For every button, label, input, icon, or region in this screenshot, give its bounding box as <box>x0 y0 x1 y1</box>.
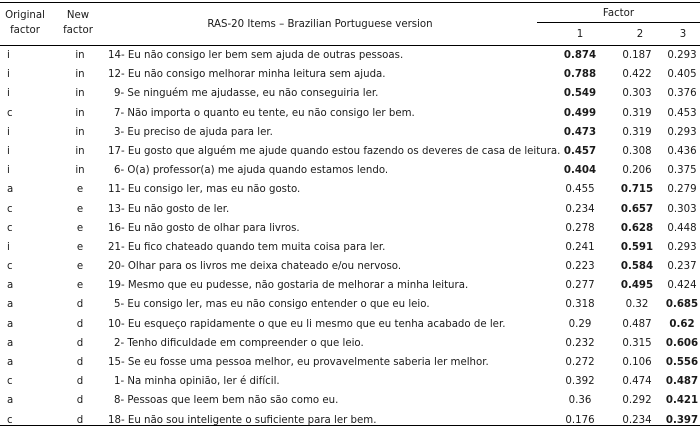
factor-1-cell: 0.278 <box>565 222 595 234</box>
item-text-cell: 20- Olhar para os livros me deixa chateado e/ou nervoso. <box>108 261 402 273</box>
factor-3-cell: 0.397 <box>665 414 699 426</box>
factor-1-cell: 0.277 <box>565 280 595 292</box>
item-text-cell: 15- Se eu fosse uma pessoa melhor, eu provavelmente saberia ler melhor. <box>108 357 489 368</box>
new-factor-cell: d <box>76 299 84 311</box>
factor-2-cell: 0.234 <box>622 414 652 426</box>
new-factor-cell: e <box>76 241 84 253</box>
factor-3-cell: 0.421 <box>665 395 699 407</box>
factor-2-cell: 0.422 <box>622 69 652 81</box>
new-factor-cell: in <box>75 165 85 177</box>
header-factor: Factor <box>602 8 635 19</box>
factor-1-cell: 0.29 <box>568 318 592 330</box>
new-factor-cell: e <box>76 280 84 292</box>
original-factor-cell: a <box>7 280 14 292</box>
item-text-cell: 16- Eu não gosto de olhar para livros. <box>108 222 300 234</box>
header-original-factor: Original factor <box>5 10 45 36</box>
original-factor-cell: i <box>7 88 10 100</box>
factor-1-cell: 0.241 <box>565 241 595 253</box>
original-factor-cell: a <box>7 184 14 196</box>
factor-3-cell: 0.448 <box>667 222 697 234</box>
header-factor-3: 3 <box>679 29 687 40</box>
original-factor-cell: i <box>7 241 10 253</box>
new-factor-cell: in <box>75 69 85 81</box>
factor-1-cell: 0.499 <box>563 107 597 119</box>
item-text-cell: 9- Se ninguém me ajudasse, eu não conseguiria ler. <box>114 88 379 100</box>
original-factor-cell: i <box>7 165 10 177</box>
top-rule <box>0 2 700 3</box>
new-factor-cell: in <box>75 126 85 138</box>
new-factor-cell: e <box>76 261 84 273</box>
item-text-cell: 7- Não importa o quanto eu tente, eu não consigo ler bem. <box>114 107 415 119</box>
table-row <box>0 123 700 142</box>
table-row <box>0 104 700 123</box>
factor-3-cell: 0.237 <box>667 261 697 273</box>
factor-2-cell: 0.206 <box>622 165 652 177</box>
item-text-cell: 17- Eu gosto que alguém me ajude quando estou fazendo os deveres de casa de leitura. <box>108 145 561 157</box>
factor-2-cell: 0.292 <box>622 395 652 407</box>
original-factor-cell: c <box>7 261 13 273</box>
new-factor-cell: e <box>76 222 84 234</box>
factor-3-cell: 0.606 <box>665 337 699 349</box>
new-factor-cell: d <box>76 357 84 368</box>
factor-3-cell: 0.293 <box>667 241 697 253</box>
table-row <box>0 200 700 219</box>
factor-3-cell: 0.375 <box>667 165 697 177</box>
header-factor-1: 1 <box>576 29 584 40</box>
table-row <box>0 353 700 372</box>
factor-2-cell: 0.106 <box>622 357 652 368</box>
factor-1-cell: 0.404 <box>563 165 597 177</box>
factor-2-cell: 0.584 <box>620 261 654 273</box>
item-text-cell: 10- Eu esqueço rapidamente o que eu li mesmo que eu tenha acabado de ler. <box>108 318 506 330</box>
factor-2-cell: 0.303 <box>622 88 652 100</box>
original-factor-cell: i <box>7 126 10 138</box>
item-text-cell: 12- Eu não consigo melhorar minha leitura sem ajuda. <box>108 69 386 81</box>
table-row <box>0 315 700 334</box>
new-factor-cell: d <box>76 337 84 349</box>
factor-3-cell: 0.303 <box>667 203 697 215</box>
table-row <box>0 372 700 391</box>
item-text-cell: 3- Eu preciso de ajuda para ler. <box>114 126 273 138</box>
factor-2-cell: 0.187 <box>622 50 652 61</box>
factor-3-cell: 0.405 <box>667 69 697 81</box>
item-text-cell: 6- O(a) professor(a) me ajuda quando estamos lendo. <box>114 165 389 177</box>
original-factor-cell: c <box>7 222 13 234</box>
factor-3-cell: 0.453 <box>667 107 697 119</box>
table-row <box>0 334 700 353</box>
factor-2-cell: 0.657 <box>620 203 654 215</box>
table-row <box>0 257 700 276</box>
item-text-cell: 5- Eu consigo ler, mas eu não consigo entender o que eu leio. <box>114 299 430 311</box>
item-text-cell: 21- Eu fico chateado quando tem muita coisa para ler. <box>108 241 386 253</box>
table-row <box>0 295 700 314</box>
new-factor-cell: d <box>76 376 84 388</box>
factor-1-cell: 0.176 <box>565 414 595 426</box>
factor-3-cell: 0.436 <box>667 145 697 157</box>
factor-1-cell: 0.455 <box>565 184 595 196</box>
table-body <box>0 46 700 430</box>
factor-2-cell: 0.32 <box>625 299 649 311</box>
table-row <box>0 180 700 199</box>
original-factor-cell: c <box>7 414 13 426</box>
original-factor-cell: a <box>7 357 14 368</box>
factor-2-cell: 0.474 <box>622 376 652 388</box>
item-text-cell: 13- Eu não gosto de ler. <box>108 203 230 215</box>
factor-1-cell: 0.874 <box>563 50 597 61</box>
new-factor-cell: in <box>75 145 85 157</box>
original-factor-cell: a <box>7 395 14 407</box>
factor-3-cell: 0.487 <box>665 376 699 388</box>
original-factor-cell: a <box>7 337 14 349</box>
factor-2-cell: 0.591 <box>620 241 654 253</box>
factor-3-cell: 0.424 <box>667 280 697 292</box>
factor-1-cell: 0.392 <box>565 376 595 388</box>
factor-3-cell: 0.556 <box>665 357 699 368</box>
factor-1-cell: 0.457 <box>563 145 597 157</box>
new-factor-cell: e <box>76 184 84 196</box>
factor-3-cell: 0.279 <box>667 184 697 196</box>
table-row <box>0 276 700 295</box>
new-factor-cell: d <box>76 395 84 407</box>
new-factor-cell: in <box>75 107 85 119</box>
original-factor-cell: i <box>7 69 10 81</box>
item-text-cell: 19- Mesmo que eu pudesse, não gostaria de melhorar a minha leitura. <box>108 280 469 292</box>
factor-2-cell: 0.628 <box>620 222 654 234</box>
original-factor-cell: c <box>7 376 13 388</box>
table-row <box>0 238 700 257</box>
table-row <box>0 391 700 410</box>
factor-3-cell: 0.62 <box>669 318 695 330</box>
table-row <box>0 84 700 103</box>
factor-1-cell: 0.234 <box>565 203 595 215</box>
factor-rule <box>537 22 700 23</box>
item-text-cell: 8- Pessoas que leem bem não são como eu. <box>114 395 339 407</box>
new-factor-cell: in <box>75 50 85 61</box>
original-factor-cell: c <box>7 203 13 215</box>
factor-2-cell: 0.319 <box>622 107 652 119</box>
table-row <box>0 411 700 430</box>
factor-1-cell: 0.272 <box>565 357 595 368</box>
item-text-cell: 1- Na minha opinião, ler é difícil. <box>114 376 280 388</box>
factor-1-cell: 0.36 <box>568 395 592 407</box>
new-factor-cell: in <box>75 88 85 100</box>
original-factor-cell: i <box>7 50 10 61</box>
factor-3-cell: 0.685 <box>665 299 699 311</box>
table-row <box>0 142 700 161</box>
factor-1-cell: 0.549 <box>563 88 597 100</box>
factor-3-cell: 0.376 <box>667 88 697 100</box>
table-row <box>0 46 700 65</box>
factor-1-cell: 0.232 <box>565 337 595 349</box>
factor-2-cell: 0.715 <box>620 184 654 196</box>
item-text-cell: 2- Tenho dificuldade em compreender o que leio. <box>114 337 364 349</box>
factor-2-cell: 0.319 <box>622 126 652 138</box>
new-factor-cell: d <box>76 414 84 426</box>
new-factor-cell: e <box>76 203 84 215</box>
item-text-cell: 11- Eu consigo ler, mas eu não gosto. <box>108 184 301 196</box>
factor-1-cell: 0.318 <box>565 299 595 311</box>
original-factor-cell: a <box>7 318 14 330</box>
factor-3-cell: 0.293 <box>667 126 697 138</box>
table-row <box>0 65 700 84</box>
factor-2-cell: 0.315 <box>622 337 652 349</box>
factor-2-cell: 0.487 <box>622 318 652 330</box>
factor-1-cell: 0.788 <box>563 69 597 81</box>
original-factor-cell: a <box>7 299 14 311</box>
new-factor-cell: d <box>76 318 84 330</box>
table-row <box>0 219 700 238</box>
original-factor-cell: c <box>7 107 13 119</box>
factor-2-cell: 0.495 <box>620 280 654 292</box>
factor-3-cell: 0.293 <box>667 50 697 61</box>
factor-1-cell: 0.223 <box>565 261 595 273</box>
factor-2-cell: 0.308 <box>622 145 652 157</box>
factor-1-cell: 0.473 <box>563 126 597 138</box>
item-text-cell: 14- Eu não consigo ler bem sem ajuda de outras pessoas. <box>108 50 404 61</box>
header-factor-2: 2 <box>636 29 644 40</box>
original-factor-cell: i <box>7 145 10 157</box>
header-new-factor: New factor <box>63 10 93 36</box>
header-items: RAS-20 Items – Brazilian Portuguese version <box>207 19 433 30</box>
item-text-cell: 18- Eu não sou inteligente o suficiente para ler bem. <box>108 414 377 426</box>
table-row <box>0 161 700 180</box>
